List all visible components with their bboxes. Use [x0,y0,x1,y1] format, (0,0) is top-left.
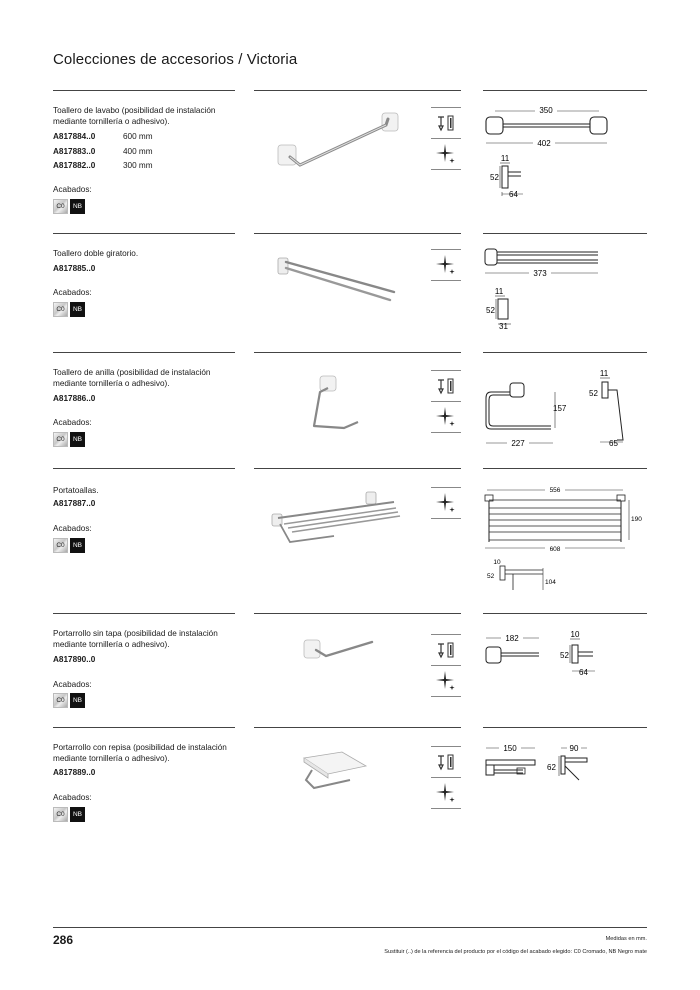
product-photo-double-swivel-bar [254,248,414,313]
section-rule [53,90,235,91]
dim-width-inner: 556 [549,487,561,494]
product-description: Portarrollo sin tapa (posibilidad de instalación mediante tornillería o adhesivo). [53,629,218,650]
dim-thickness: 10 [493,559,501,566]
product-photo-towel-ring [254,370,414,440]
dim-height: 190 [631,516,642,523]
product-refs [53,392,123,407]
technical-drawing-towel-bar [483,100,648,205]
finish-black-swatch: NB [70,538,85,553]
finish-black-swatch: NB [70,199,85,214]
installation-icons [431,634,461,697]
section-rule [53,352,235,353]
installation-icons [431,249,461,281]
finishes-label: Acabados: [53,185,92,194]
product-refs [53,766,123,781]
section-rule [53,468,235,469]
page-title: Colecciones de accesorios / Victoria [53,51,298,68]
section-rule [483,613,647,614]
sparkle-icon [431,777,461,809]
technical-drawing-roll-holder-shelf [483,740,648,790]
section-rule [254,468,461,469]
product-photo-toilet-roll-holder [254,628,414,673]
product-photo-towel-shelf [254,484,414,554]
section-rule [254,613,461,614]
product-refs [53,262,123,277]
finishes-label: Acabados: [53,680,92,689]
finishes-label: Acabados: [53,288,92,297]
product-description: Portarrollo con repisa (posibilidad de instalación mediante tornillería o adhesivo). [53,743,227,764]
product-code: A817887..0 [53,499,96,508]
dim-depth: 65 [609,439,618,448]
dim-depth: 90 [569,744,579,753]
section-rule [254,90,461,91]
technical-drawing-double-bar [483,243,648,333]
sparkle-icon [431,138,461,170]
finish-black-swatch: NB [70,432,85,447]
dim-thickness: 10 [570,630,580,639]
finish-code-note: Sustituir (..) de la referencia del producto por el código del acabado elegido: C0 Cromado, NB Negro mate [384,949,647,955]
product-code: A817882..0 [53,161,96,170]
finish-swatches [53,199,85,214]
finish-black-swatch: NB [70,693,85,708]
sparkle-icon [431,665,461,697]
product-code: A817890..0 [53,655,96,664]
dim-plate-height: 52 [487,573,495,580]
section-rule [53,727,235,728]
product-description: Toallero de anilla (posibilidad de instalación mediante tornillería o adhesivo). [53,368,211,389]
dim-height: 62 [547,763,556,772]
dim-thickness: 11 [500,154,510,163]
section-rule [53,233,235,234]
finish-swatches [53,302,85,317]
product-photo-roll-holder-shelf [254,740,414,800]
section-rule [254,352,461,353]
product-code: A817883..0 [53,146,96,156]
screw-adhesive-icon [431,634,461,665]
finish-black-swatch: NB [70,302,85,317]
dim-width-total: 608 [549,546,561,553]
product-description: Toallero de lavabo (posibilidad de instalación mediante tornillería o adhesivo). [53,106,216,127]
section-rule [254,233,461,234]
dim-width-total: 182 [505,634,519,643]
sparkle-icon [431,401,461,433]
dim-depth: 104 [545,579,556,586]
screw-adhesive-icon [431,107,461,138]
section-rule [483,468,647,469]
section-rule [483,352,647,353]
dim-depth-plate: 52 [589,389,598,398]
technical-drawing-towel-ring [483,362,648,452]
dim-depth: 64 [509,190,518,199]
dim-width-total: 227 [511,439,525,448]
sparkle-icon [431,249,461,281]
dim-depth: 31 [499,322,508,331]
finish-swatches [53,538,85,553]
installation-icons [431,107,461,170]
product-size: 600 mm [123,132,153,141]
dim-width-inner: 350 [539,106,553,115]
section-rule [254,727,461,728]
product-description: Portatoallas. [53,486,99,495]
technical-drawing-toilet-roll-holder [483,628,648,688]
dim-height: 52 [560,651,569,660]
product-code: A817889..0 [53,768,96,777]
product-description: Toallero doble giratorio. [53,249,139,258]
units-note: Medidas en mm. [605,936,647,942]
finish-chrome-swatch: C0 [53,538,68,553]
dim-width-total: 373 [533,269,547,278]
footer-rule [53,927,647,928]
finish-chrome-swatch: C0 [53,693,68,708]
technical-drawing-towel-shelf [483,482,648,597]
dim-width-total: 402 [537,139,551,148]
finish-chrome-swatch: C0 [53,302,68,317]
dim-thickness: 11 [599,369,609,378]
dim-width-total: 150 [503,744,517,753]
section-rule [483,90,647,91]
product-code: A817886..0 [53,394,96,403]
section-rule [53,613,235,614]
finish-black-swatch: NB [70,807,85,822]
section-rule [483,727,647,728]
installation-icons [431,487,461,519]
finish-swatches [53,807,85,822]
finish-swatches [53,693,85,708]
dim-depth: 64 [579,668,588,677]
finishes-label: Acabados: [53,524,92,533]
product-refs [53,497,123,512]
product-size: 300 mm [123,161,153,170]
page-number: 286 [53,933,74,947]
dim-height: 52 [486,306,495,315]
finish-swatches [53,432,85,447]
installation-icons [431,746,461,809]
dim-height: 52 [490,173,499,182]
product-code: A817884..0 [53,132,96,141]
installation-icons [431,370,461,433]
sparkle-icon [431,487,461,519]
finishes-label: Acabados: [53,793,92,802]
product-refs [53,130,153,174]
product-photo-towel-bar [254,105,414,180]
screw-adhesive-icon [431,746,461,777]
finish-chrome-swatch: C0 [53,432,68,447]
finish-chrome-swatch: C0 [53,199,68,214]
finishes-label: Acabados: [53,418,92,427]
screw-adhesive-icon [431,370,461,401]
finish-chrome-swatch: C0 [53,807,68,822]
section-rule [483,233,647,234]
product-code: A817885..0 [53,264,96,273]
dim-height: 157 [553,404,567,413]
product-size: 400 mm [123,146,153,156]
dim-thickness: 11 [494,287,504,296]
product-refs [53,653,123,668]
